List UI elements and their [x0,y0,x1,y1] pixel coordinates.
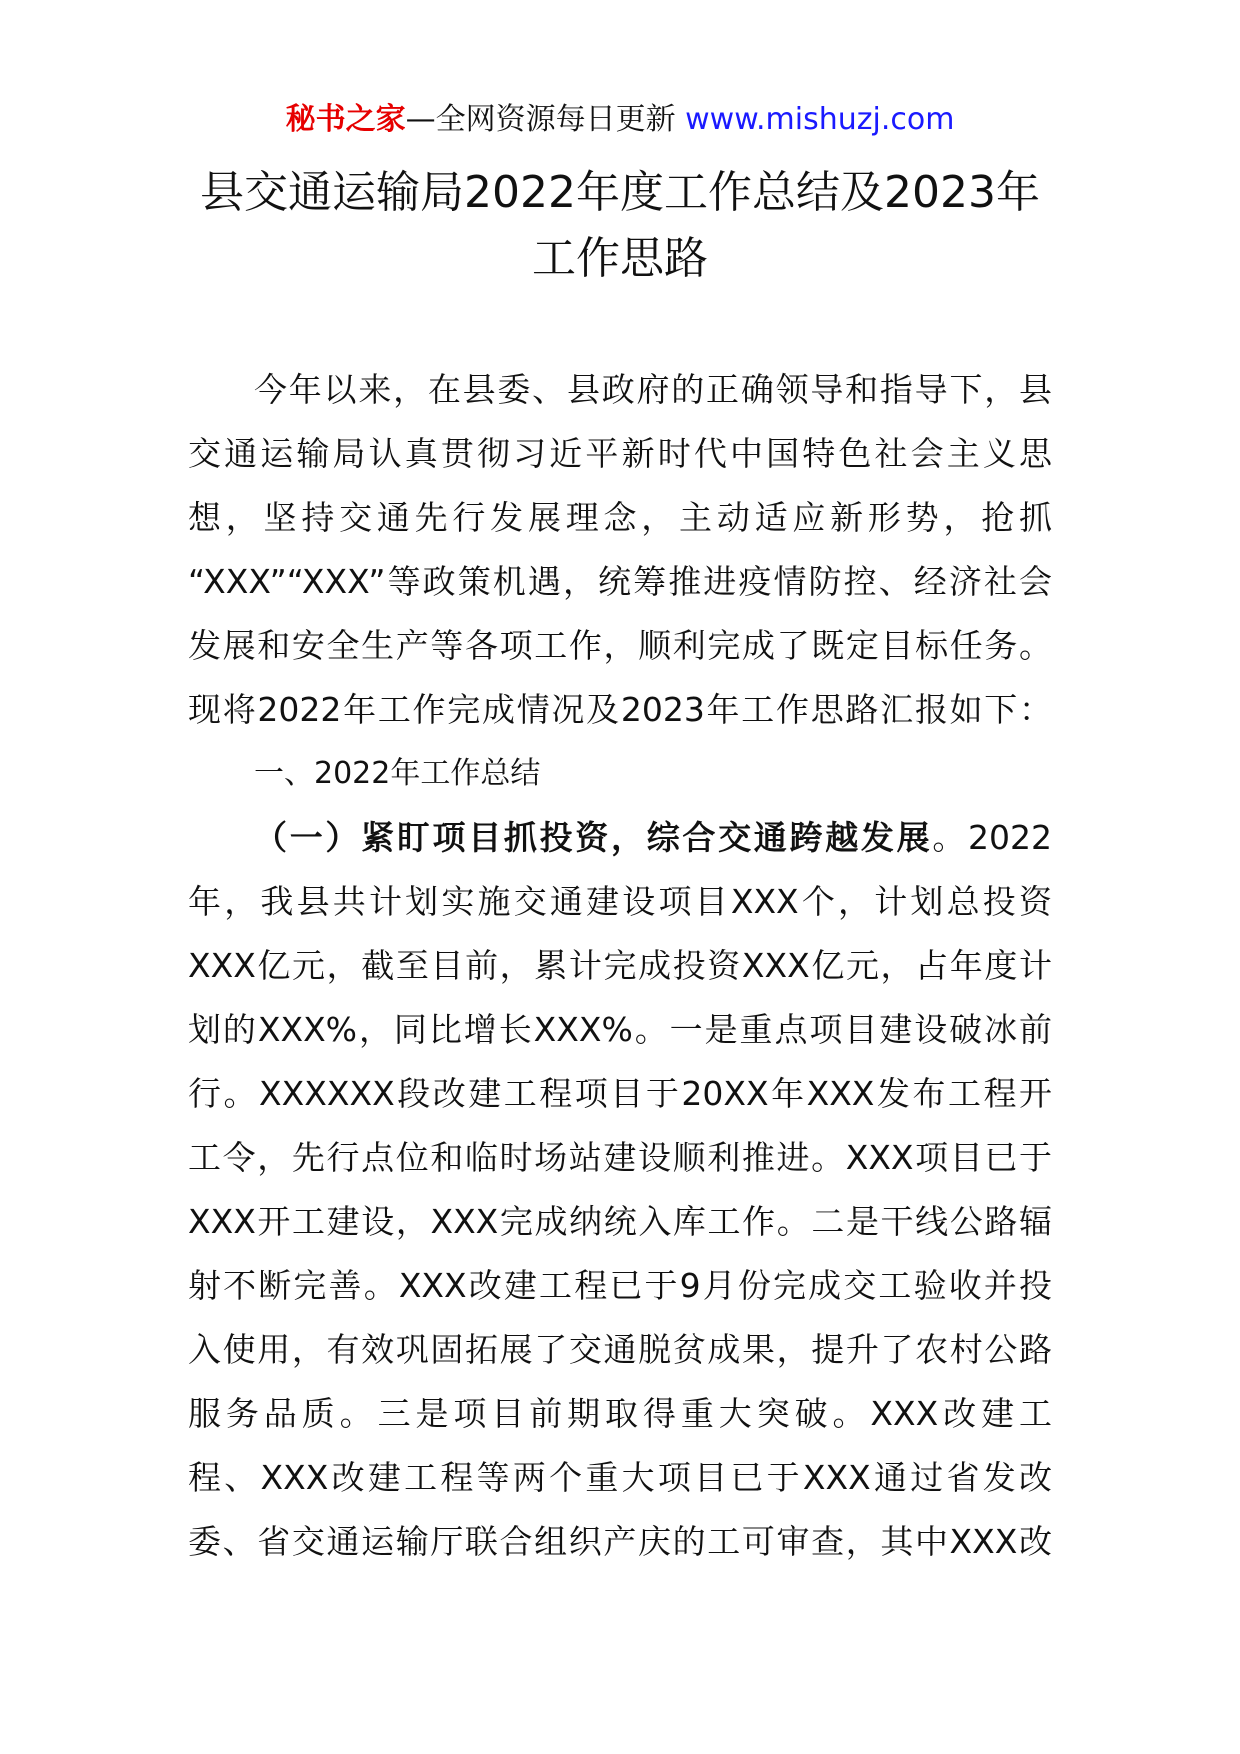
paragraph-line: 今年以来，在县委、县政府的正确领导和指导下，县 [254,370,1052,409]
paragraph-line: 射不断完善。XXX改建工程已于9月份完成交工验收并投 [188,1266,1052,1305]
paragraph-line: 行。XXXXXX段改建工程项目于20XX年XXX发布工程开 [188,1074,1052,1113]
title-line-1: 县交通运输局2022年度工作总结及2023年 [200,167,1040,218]
paragraph-line: 入使用，有效巩固拓展了交通脱贫成果，提升了农村公路 [188,1330,1052,1369]
site-url-link[interactable]: www.mishuzj.com [685,102,955,137]
brand-name: 秘书之家 [285,102,406,137]
paragraph-line: 发展和安全生产等各项工作，顺利完成了既定目标任务。 [188,626,1052,665]
paragraph-line: 现将2022年工作完成情况及2023年工作思路汇报如下： [188,690,1052,729]
document-body [188,358,1052,1574]
sub-heading-rest: 。2022 [932,818,1052,857]
paragraph-line: 交通运输局认真贯彻习近平新时代中国特色社会主义思 [188,434,1052,473]
site-header [0,100,1240,140]
paragraph-line: “XXX”“XXX”等政策机遇，统筹推进疫情防控、经济社会 [188,562,1052,601]
sub-heading-bold: （一）紧盯项目抓投资，综合交通跨越发展 [254,818,933,857]
paragraph-line: 工令，先行点位和临时场站建设顺利推进。XXX项目已于 [188,1138,1052,1177]
paragraph-line: XXX亿元，截至目前，累计完成投资XXX亿元，占年度计 [188,946,1052,985]
paragraph-line: 服务品质。三是项目前期取得重大突破。XXX改建工 [188,1394,1052,1433]
paragraph-line: XXX开工建设，XXX完成纳统入库工作。二是干线公路辐 [188,1202,1052,1241]
document-title [150,160,1090,292]
header-tagline: —全网资源每日更新 [405,102,686,137]
paragraph-line: 想，坚持交通先行发展理念，主动适应新形势，抢抓 [188,498,1052,537]
section-heading: 一、2022年工作总结 [254,756,541,791]
paragraph-line: 年，我县共计划实施交通建设项目XXX个，计划总投资 [188,882,1052,921]
title-line-2: 工作思路 [532,233,708,284]
paragraph-line: 程、XXX改建工程等两个重大项目已于XXX通过省发改 [188,1458,1052,1497]
paragraph-line: 划的XXX%，同比增长XXX%。一是重点项目建设破冰前 [188,1010,1052,1049]
sub-heading-line [188,806,1052,870]
paragraph-line: 委、省交通运输厅联合组织产庆的工可审查，其中XXX改 [188,1522,1052,1561]
